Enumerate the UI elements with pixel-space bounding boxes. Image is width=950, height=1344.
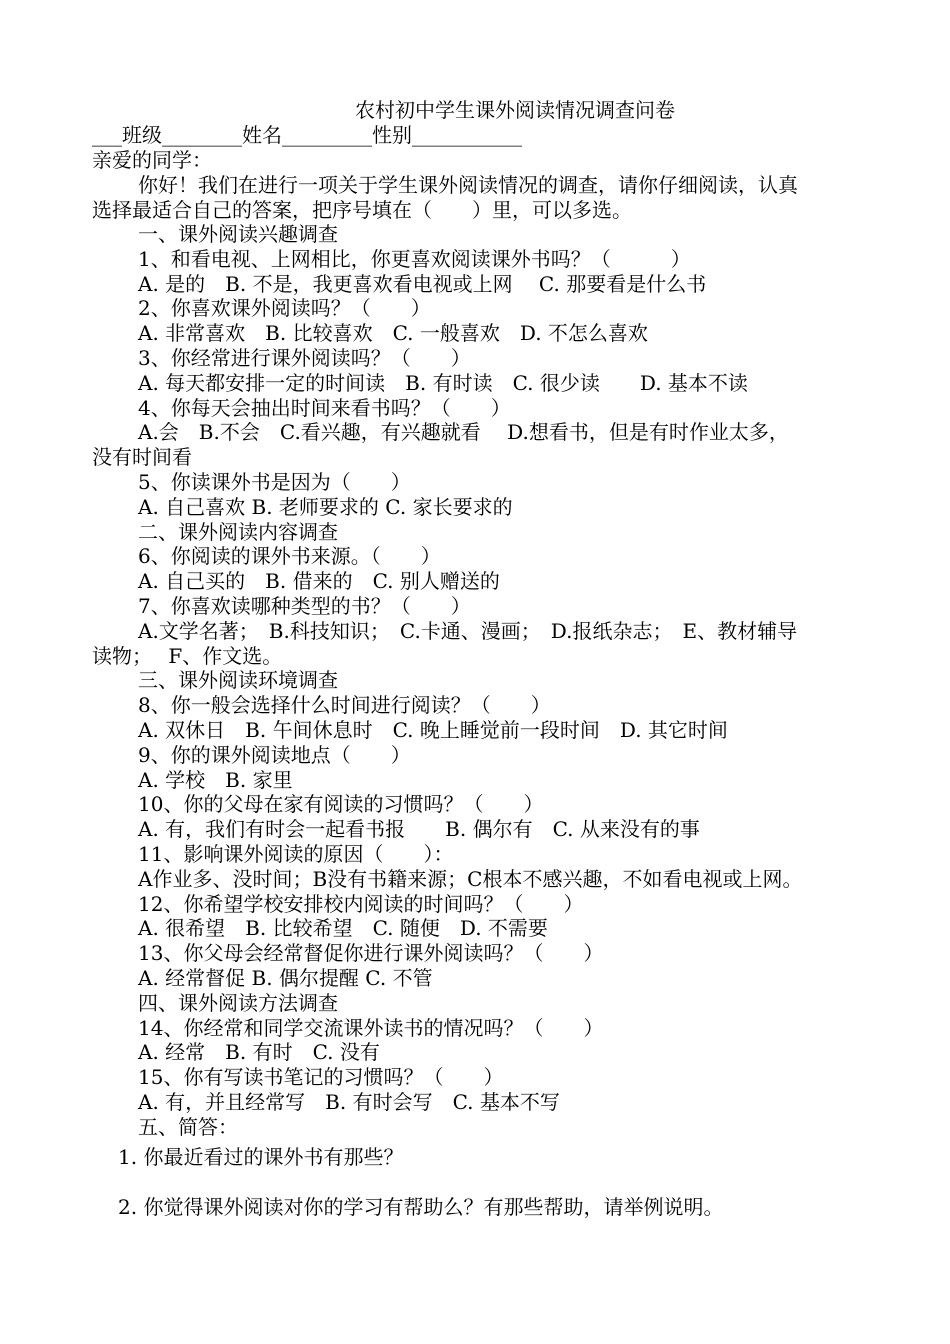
questionnaire-line: 6、你阅读的课外书来源。（ ） — [138, 544, 441, 569]
questionnaire-line: 四、课外阅读方法调查 — [138, 990, 338, 1015]
questionnaire-line: A. 经常督促 B. 偶尔提醒 C. 不管 — [138, 966, 433, 990]
intro-line: 你好！我们在进行一项关于学生课外阅读情况的调查，请你仔细阅读，认真 — [138, 173, 798, 197]
questionnaire-line: 读物； F、作文选。 — [92, 643, 283, 668]
questionnaire-line: A. 是的 B. 不是，我更喜欢看电视或上网 C. 那要看是什么书 — [138, 271, 707, 296]
questionnaire-line: A. 有，我们有时会一起看书报 B. 偶尔有 C. 从来没有的事 — [138, 817, 700, 842]
questionnaire-line: 一、课外阅读兴趣调查 — [138, 222, 338, 246]
questionnaire-line: A.文学名著； B.科技知识； C.卡通、漫画； D.报纸杂志； E、教材辅导 — [138, 618, 798, 643]
questionnaire-line: A. 双休日 B. 午间休息时 C. 晚上睡觉前一段时间 D. 其它时间 — [138, 718, 728, 742]
questionnaire-line: 二、课外阅读内容调查 — [138, 519, 338, 544]
questionnaire-line: 14、你经常和同学交流课外读书的情况吗？（ ） — [138, 1015, 604, 1040]
questionnaire-line: 12、你希望学校安排校内阅读的时间吗？（ ） — [138, 891, 584, 916]
questionnaire-line: 15、你有写读书笔记的习惯吗？（ ） — [138, 1065, 504, 1090]
questionnaire-line: A.会 B.不会 C.看兴趣，有兴趣就看 D.想看书，但是有时作业太多， — [138, 420, 789, 445]
questionnaire-line: A. 很希望 B. 比较希望 C. 随便 D. 不需要 — [138, 916, 548, 941]
questionnaire-line: A. 自己买的 B. 借来的 C. 别人赠送的 — [138, 569, 500, 594]
questionnaire-line: A. 自己喜欢 B. 老师要求的 C. 家长要求的 — [138, 494, 513, 519]
short-answer-question: 2. 你觉得课外阅读对你的学习有帮助么？有那些帮助，请举例说明。 — [118, 1195, 724, 1219]
questionnaire-line: A. 每天都安排一定的时间读 B. 有时读 C. 很少读 D. 基本不读 — [138, 370, 748, 395]
questionnaire-line: 5、你读课外书是因为（ ） — [138, 470, 411, 494]
questionnaire-line: A. 经常 B. 有时 C. 没有 — [138, 1040, 380, 1065]
header-fields: ___班级________姓名_________性别___________ — [92, 123, 522, 147]
questionnaire-line: A. 学校 B. 家里 — [138, 767, 293, 792]
greeting: 亲爱的同学： — [92, 148, 212, 172]
questionnaire-line: 9、你的课外阅读地点（ ） — [138, 742, 411, 767]
questionnaire-line: 8、你一般会选择什么时间进行阅读？（ ） — [138, 693, 551, 718]
questionnaire-line: 11、影响课外阅读的原因（ ）： — [138, 842, 454, 866]
questionnaire-line: 1、和看电视、上网相比，你更喜欢阅读课外书吗？（ ） — [138, 246, 691, 271]
questionnaire-line: A. 有，并且经常写 B. 有时会写 C. 基本不写 — [138, 1090, 560, 1114]
intro-line: 选择最适合自己的答案，把序号填在（ ）里，可以多选。 — [92, 198, 632, 222]
questionnaire-line: 五、简答： — [138, 1114, 238, 1139]
questionnaire-line: 没有时间看 — [92, 445, 192, 470]
questionnaire-line: 2、你喜欢课外阅读吗？（ ） — [138, 296, 431, 321]
questionnaire-line: A作业多、没时间；B没有书籍来源；C根本不感兴趣，不如看电视或上网。 — [138, 866, 803, 891]
questionnaire-line: 三、课外阅读环境调查 — [138, 668, 338, 693]
questionnaire-line: 10、你的父母在家有阅读的习惯吗？（ ） — [138, 792, 544, 817]
questionnaire-line: A. 非常喜欢 B. 比较喜欢 C. 一般喜欢 D. 不怎么喜欢 — [138, 321, 648, 346]
questionnaire-line: 3、你经常进行课外阅读吗？（ ） — [138, 346, 471, 370]
questionnaire-line: 13、你父母会经常督促你进行课外阅读吗？（ ） — [138, 941, 604, 966]
questionnaire-line: 4、你每天会抽出时间来看书吗？（ ） — [138, 395, 511, 420]
questionnaire-line: 7、你喜欢读哪种类型的书？（ ） — [138, 594, 471, 618]
short-answer-question: 1. 你最近看过的课外书有那些？ — [118, 1145, 404, 1169]
page-title: 农村初中学生课外阅读情况调查问卷 — [355, 98, 675, 122]
